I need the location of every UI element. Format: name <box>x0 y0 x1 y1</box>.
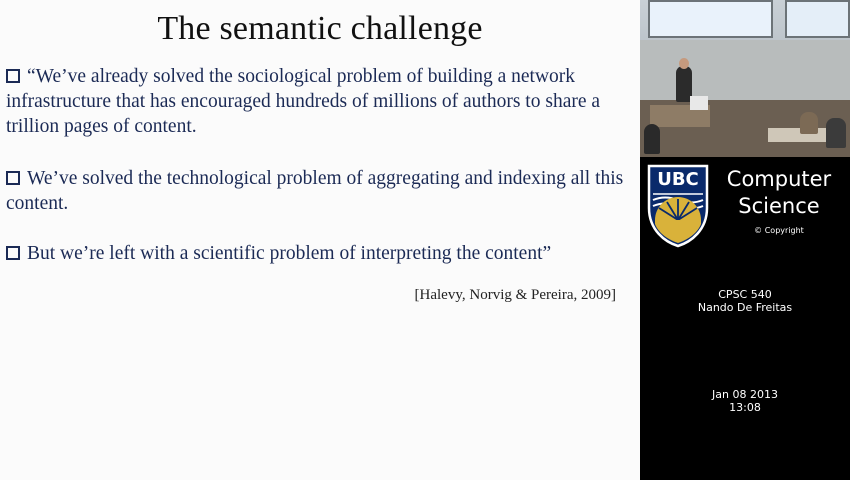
bullet-text: “We’ve already solved the sociological problem of building a network infrastructure that has encouraged hundreds of millions of authors to share a trillion pages of content. <box>6 66 601 137</box>
course-code: CPSC 540 <box>718 288 772 301</box>
department-name: Computer Science <box>726 167 832 218</box>
checkbox-bullet-icon <box>6 171 20 185</box>
bullet-item <box>6 241 632 266</box>
lecture-date: Jan 08 2013 <box>712 388 778 401</box>
copyright-label: © Copyright <box>754 226 804 235</box>
checkbox-bullet-icon <box>6 246 20 260</box>
bullet-text: But we’re left with a scientific problem of interpreting the content” <box>27 243 552 264</box>
bullet-item <box>6 166 632 216</box>
slide-title: The semantic challenge <box>157 10 483 47</box>
bullet-text: We’ve solved the technological problem of aggregating and indexing all this content. <box>6 168 624 214</box>
course-info <box>640 288 850 314</box>
lecture-video-feed <box>640 0 850 157</box>
instructor-name: Nando De Freitas <box>697 301 793 314</box>
ubc-crest-logo <box>647 164 709 248</box>
logo-text: UBC <box>657 169 699 190</box>
checkbox-bullet-icon <box>6 69 20 83</box>
lecture-sidebar <box>640 0 850 480</box>
citation: [Halevy, Norvig & Pereira, 2009] <box>414 287 616 303</box>
department-branding <box>640 162 850 252</box>
lecture-time: 13:08 <box>729 401 761 414</box>
bullet-item <box>6 64 632 139</box>
lecture-datetime <box>640 388 850 414</box>
